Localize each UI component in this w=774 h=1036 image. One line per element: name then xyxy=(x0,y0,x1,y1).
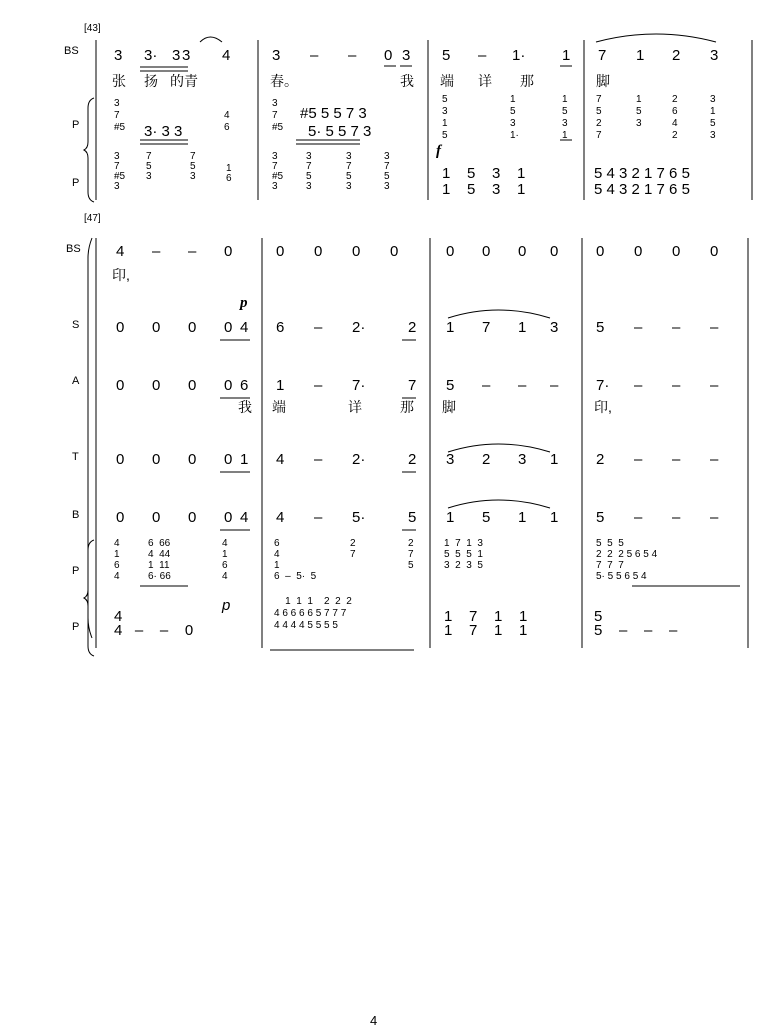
voice-note: 2 xyxy=(408,319,417,336)
piano-chord: 5 3 1 5 xyxy=(442,94,448,141)
bs-note: 1 xyxy=(636,47,645,64)
piano-bass: 4 4 – – 0 xyxy=(114,608,194,639)
voice-note: 2 xyxy=(482,451,491,468)
voice-note: 2· xyxy=(352,319,366,336)
voice-note: – xyxy=(672,377,681,394)
voice-note: 0 xyxy=(314,243,323,260)
voice-note: 4 xyxy=(276,509,285,526)
bs-note: – xyxy=(310,47,319,64)
voice-note: 1 xyxy=(550,509,559,526)
piano-bass-chord: 1 6 xyxy=(226,163,232,184)
voice-note: – xyxy=(314,509,323,526)
piano-bass-chord: 3 7 #5 3 xyxy=(114,151,126,192)
bs-note: 3 xyxy=(272,47,281,64)
lyric: 春。 xyxy=(270,73,298,89)
bs-note: 3· xyxy=(144,47,158,64)
voice-note: 1 xyxy=(240,451,249,468)
voice-note: 4 xyxy=(276,451,285,468)
voice-note: 0 xyxy=(446,243,455,260)
voice-note: 5 xyxy=(446,377,455,394)
piano-bass: 5 5 – – – xyxy=(594,608,678,639)
piano-chord: 4 6 xyxy=(224,110,230,133)
page-number: 4 xyxy=(370,1013,378,1028)
voice-note: 7 xyxy=(408,377,417,394)
bs-note: 4 xyxy=(222,47,231,64)
lyric: 脚 xyxy=(596,73,610,89)
piano-bass-note: 5 4 3 2 1 7 6 5 xyxy=(594,181,690,198)
piano-bass-chord: 3 7 5 3 xyxy=(306,151,312,192)
piano-note: 3· 3 3 xyxy=(144,123,183,140)
bs-note: 1· xyxy=(512,47,526,64)
voice-note: 1 xyxy=(446,319,455,336)
voice-note: 3 xyxy=(446,451,455,468)
part-label-p2: P xyxy=(72,177,80,189)
voice-note: 1 xyxy=(550,451,559,468)
voice-note: – xyxy=(188,243,197,260)
lyric: 张 xyxy=(112,73,126,89)
lyric: 端 xyxy=(440,73,454,89)
voice-note: 0 xyxy=(224,509,233,526)
voice-note: – xyxy=(314,451,323,468)
voice-note: 0 xyxy=(482,243,491,260)
voice-note: – xyxy=(710,377,719,394)
voice-note: 4 xyxy=(240,319,249,336)
piano-chord: 5 5 5 2 2 2 5 6 5 4 7 7 7 5· 5 5 6 5 4 xyxy=(596,538,658,582)
voice-note: 0 xyxy=(224,243,233,260)
voice-note: 0 xyxy=(188,509,197,526)
rehearsal-mark-43: [43] xyxy=(84,23,101,34)
voice-note: 4 xyxy=(116,243,125,260)
piano-bass-chord: 3 7 5 3 xyxy=(384,151,390,192)
bs-note: 5 xyxy=(442,47,451,64)
voice-note: 0 xyxy=(188,377,197,394)
alto-lyric: 端 xyxy=(272,399,286,415)
piano-chord: 1 5 3 xyxy=(636,94,642,129)
voice-note: 6 xyxy=(276,319,285,336)
piano-chord: 2 7 xyxy=(350,538,356,560)
voice-note: 0 xyxy=(390,243,399,260)
voice-note: – xyxy=(634,451,643,468)
lyric: 的青 xyxy=(170,73,198,89)
piano-chord: 7 5 2 7 xyxy=(596,94,602,141)
bs-lyric: 印, xyxy=(112,267,130,283)
voice-note: 7 xyxy=(482,319,491,336)
part-label-p2: P xyxy=(72,621,80,633)
voice-note: 0 xyxy=(518,243,527,260)
voice-note: 2 xyxy=(596,451,605,468)
voice-note: 0 xyxy=(116,319,125,336)
voice-note: 7· xyxy=(596,377,610,394)
voice-note: 0 xyxy=(152,451,161,468)
voice-note: 5 xyxy=(596,509,605,526)
piano-bass-chord: 3 7 5 3 xyxy=(346,151,352,192)
bs-note: 2 xyxy=(672,47,681,64)
piano-bass-chord: 7 5 3 xyxy=(146,151,152,182)
piano-chord: 6 4 1 6 – 5· 5 xyxy=(274,538,317,582)
voice-note: 0 xyxy=(152,509,161,526)
lyric: 扬 xyxy=(144,73,158,89)
voice-note: – xyxy=(710,451,719,468)
voice-note: – xyxy=(314,377,323,394)
voice-note: 0 xyxy=(152,319,161,336)
voice-note: 1 xyxy=(518,509,527,526)
voice-note: 0 xyxy=(224,377,233,394)
voice-note: 5 xyxy=(408,509,417,526)
voice-note: 1 xyxy=(446,509,455,526)
voice-note: – xyxy=(710,319,719,336)
voice-note: 0 xyxy=(352,243,361,260)
voice-note: – xyxy=(634,319,643,336)
voice-note: 0 xyxy=(550,243,559,260)
voice-note: 0 xyxy=(188,319,197,336)
bs-note: 3 xyxy=(710,47,719,64)
voice-note: – xyxy=(672,509,681,526)
bs-note: 1 xyxy=(562,47,571,64)
alto-lyric: 那 xyxy=(400,399,414,415)
bs-note: 7 xyxy=(598,47,607,64)
voice-note: 0 xyxy=(152,377,161,394)
voice-note: 0 xyxy=(116,509,125,526)
bs-note: 0 xyxy=(384,47,393,64)
voice-note: – xyxy=(314,319,323,336)
lyric: 我 xyxy=(400,73,414,89)
part-label-p1: P xyxy=(72,565,80,577)
piano-note: #5 5 5 7 3 xyxy=(300,105,367,122)
voice-note: – xyxy=(518,377,527,394)
voice-note: 2· xyxy=(352,451,366,468)
piano-chord: 1 5 3 1· xyxy=(510,94,519,141)
voice-note: 5 xyxy=(482,509,491,526)
piano-chord: 1 5 3 1 xyxy=(562,94,568,141)
piano-chord: 1 7 1 3 5 5 5 1 3 2 3 5 xyxy=(444,538,483,571)
alto-lyric: 印, xyxy=(594,399,612,415)
voice-note: 0 xyxy=(224,451,233,468)
bs-note: – xyxy=(478,47,487,64)
voice-note: – xyxy=(152,243,161,260)
piano-chord: 3 7 #5 xyxy=(272,98,284,133)
voice-note: 0 xyxy=(634,243,643,260)
voice-note: 3 xyxy=(550,319,559,336)
voice-note: 0 xyxy=(672,243,681,260)
bs-note: – xyxy=(348,47,357,64)
bs-note: 3 xyxy=(172,47,181,64)
piano-bass: 1 1 1 2 2 2 4 6 6 6 6 5 7 7 7 4 4 4 4 5 5 5 5 xyxy=(274,596,352,631)
voice-note: 3 xyxy=(518,451,527,468)
voice-note: 1 xyxy=(518,319,527,336)
bs-note: 3 xyxy=(182,47,191,64)
voice-note: – xyxy=(482,377,491,394)
voice-note: 4 xyxy=(240,509,249,526)
dynamic-piano-2: p xyxy=(222,597,231,614)
dynamic-forte: f xyxy=(436,143,441,159)
voice-note: 0 xyxy=(596,243,605,260)
piano-chord: 2 6 4 2 xyxy=(672,94,678,141)
voice-note: – xyxy=(634,377,643,394)
piano-bass-chord: 3 7 #5 3 xyxy=(272,151,284,192)
part-label-t: T xyxy=(72,451,79,463)
piano-bass-chord: 7 5 3 xyxy=(190,151,196,182)
piano-note: 5· 5 5 7 3 xyxy=(308,123,372,140)
piano-bass-note: 1 5 3 1 xyxy=(442,165,526,182)
voice-note: 1 xyxy=(276,377,285,394)
dynamic-piano: p xyxy=(240,295,248,311)
voice-note: 7· xyxy=(352,377,366,394)
voice-note: – xyxy=(710,509,719,526)
voice-note: – xyxy=(672,451,681,468)
part-label-p1: P xyxy=(72,119,80,131)
piano-chord: 3 7 #5 xyxy=(114,98,126,133)
piano-chord: 2 7 5 xyxy=(408,538,414,571)
voice-note: 0 xyxy=(710,243,719,260)
piano-chord: 4 1 6 4 xyxy=(114,538,120,582)
voice-note: – xyxy=(672,319,681,336)
voice-note: 0 xyxy=(224,319,233,336)
voice-note: 2 xyxy=(408,451,417,468)
rehearsal-mark-47: [47] xyxy=(84,213,101,224)
part-label-bs: BS xyxy=(64,45,79,57)
part-label-s: S xyxy=(72,319,80,331)
alto-lyric: 我 xyxy=(238,399,252,415)
piano-chord: 4 1 6 4 xyxy=(222,538,228,582)
part-label-bs: BS xyxy=(66,243,81,255)
voice-note: 5· xyxy=(352,509,366,526)
alto-lyric: 详 xyxy=(348,399,362,415)
voice-note: 5 xyxy=(596,319,605,336)
voice-note: 0 xyxy=(188,451,197,468)
piano-bass: 1 7 1 1 1 7 1 1 xyxy=(444,608,528,639)
bs-note: 3 xyxy=(402,47,411,64)
part-label-b: B xyxy=(72,509,80,521)
voice-note: 0 xyxy=(116,451,125,468)
lyric: 详 xyxy=(478,73,492,89)
voice-note: 0 xyxy=(276,243,285,260)
voice-note: 0 xyxy=(116,377,125,394)
alto-lyric: 脚 xyxy=(442,399,456,415)
voice-note: 6 xyxy=(240,377,249,394)
lyric: 那 xyxy=(520,73,534,89)
piano-chord: 3 1 5 3 xyxy=(710,94,716,141)
part-label-a: A xyxy=(72,375,80,387)
bs-note: 3 xyxy=(114,47,123,64)
voice-note: – xyxy=(634,509,643,526)
piano-bass-note: 1 5 3 1 xyxy=(442,181,526,198)
piano-chord: 6 66 4 44 1 11 6· 66 xyxy=(148,538,171,582)
voice-note: – xyxy=(550,377,559,394)
piano-bass-note: 5 4 3 2 1 7 6 5 xyxy=(594,165,690,182)
